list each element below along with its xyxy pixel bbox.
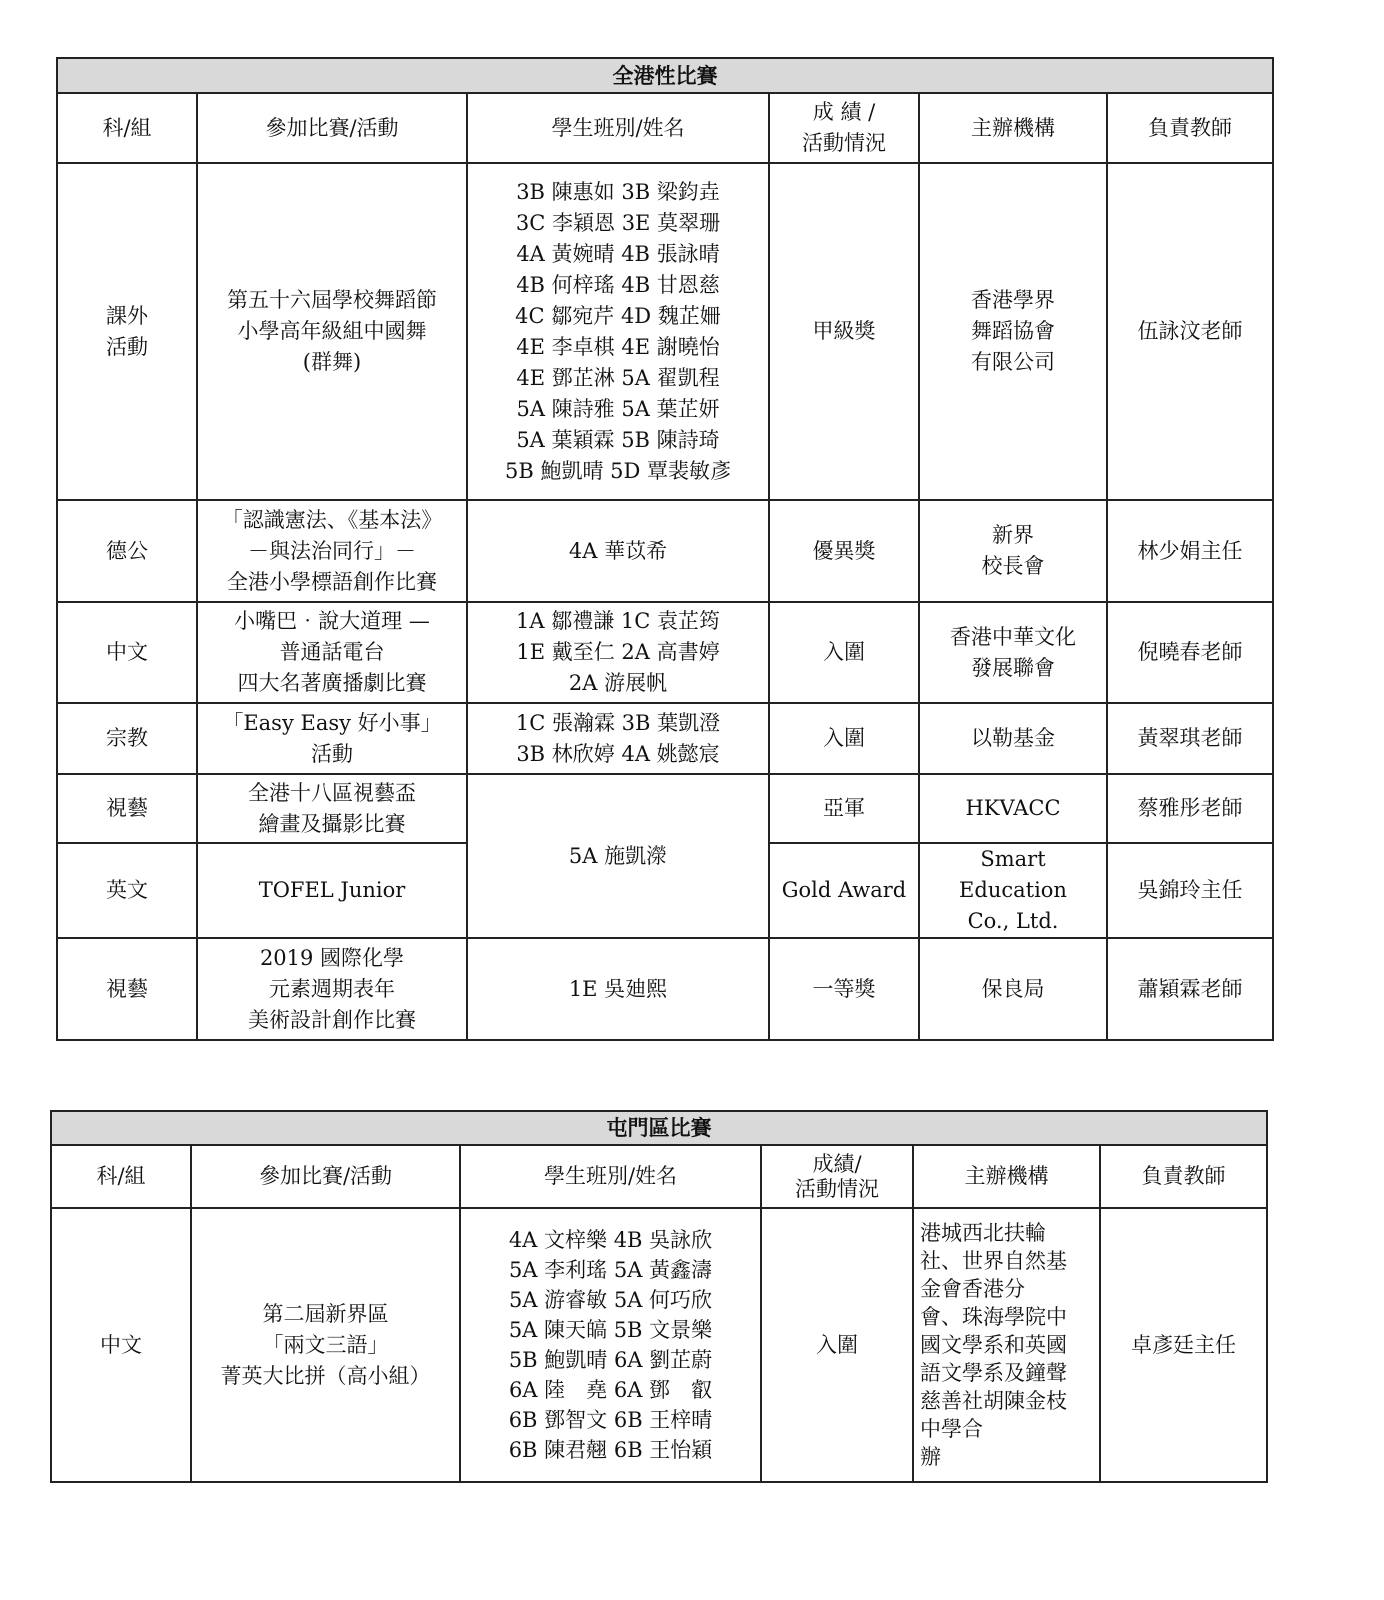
cell-teacher: 吳錦玲主任 [1107, 843, 1273, 938]
header-organizer: 主辦機構 [919, 93, 1107, 163]
header-row [51, 1145, 1267, 1208]
header-organizer: 主辦機構 [913, 1145, 1100, 1208]
cell-result: 亞軍 [769, 774, 919, 843]
cell-event: 「認識憲法、《基本法》 －與法治同行」－ 全港小學標語創作比賽 [197, 500, 467, 602]
cell-organizer: 香港學界 舞蹈協會 有限公司 [919, 163, 1107, 500]
table-row [57, 703, 1273, 774]
table-title: 屯門區比賽 [51, 1111, 1267, 1145]
cell-organizer: HKVACC [919, 774, 1107, 843]
header-event: 參加比賽/活動 [191, 1145, 460, 1208]
cell-students: 1A 鄒禮謙 1C 袁芷筠 1E 戴至仁 2A 高書婷 2A 游展帆 [467, 602, 769, 703]
cell-subject: 視藝 [57, 774, 197, 843]
cell-subject: 中文 [51, 1208, 191, 1482]
cell-result: 入圍 [761, 1208, 913, 1482]
cell-event: 第二屆新界區 「兩文三語」 菁英大比拼（高小組） [191, 1208, 460, 1482]
table-row [57, 774, 1273, 843]
header-students: 學生班別/姓名 [460, 1145, 761, 1208]
header-students: 學生班別/姓名 [467, 93, 769, 163]
table-title: 全港性比賽 [57, 58, 1273, 93]
cell-students: 4A 華苡希 [467, 500, 769, 602]
header-teacher: 負責教師 [1107, 93, 1273, 163]
cell-teacher: 蕭穎霖老師 [1107, 938, 1273, 1040]
cell-students: 4A 文梓樂 4B 吳詠欣 5A 李利瑤 5A 黃鑫濤 5A 游睿敏 5A 何巧欣 5A 陳天皜 5B 文景樂 5B 鮑凱晴 6A 劉芷蔚 6A 陸 堯 6A 鄧 叡 6B 鄧智文 6B 王梓晴 6B 陳君翹 6B 王怡穎 [460, 1208, 761, 1482]
cell-result: Gold Award [769, 843, 919, 938]
table-row [57, 500, 1273, 602]
cell-students: 3B 陳惠如 3B 梁鈞垚 3C 李穎恩 3E 莫翠珊 4A 黃婉晴 4B 張詠晴 4B 何梓瑤 4B 甘恩慈 4C 鄒宛芹 4D 魏芷姍 4E 李卓棋 4E 謝曉怡 4E 鄧芷淋 5A 翟凱程 5A 陳詩雅 5A 葉芷妍 5A 葉穎霖 5B 陳詩琦 5B 鮑凱晴 5D 覃裴敏彥 [467, 163, 769, 500]
cell-result: 入圍 [769, 703, 919, 774]
cell-teacher: 卓彥廷主任 [1100, 1208, 1267, 1482]
cell-result: 優異獎 [769, 500, 919, 602]
cell-result: 入圍 [769, 602, 919, 703]
table-row [57, 938, 1273, 1040]
cell-subject: 中文 [57, 602, 197, 703]
header-result: 成 績 / 活動情況 [769, 93, 919, 163]
cell-event: 2019 國際化學 元素週期表年 美術設計創作比賽 [197, 938, 467, 1040]
tuen-mun-competition-table [50, 1110, 1268, 1483]
cell-subject: 宗教 [57, 703, 197, 774]
cell-teacher: 倪曉春老師 [1107, 602, 1273, 703]
cell-teacher: 蔡雅彤老師 [1107, 774, 1273, 843]
cell-result: 一等獎 [769, 938, 919, 1040]
cell-students: 1C 張瀚霖 3B 葉凱澄 3B 林欣婷 4A 姚懿宸 [467, 703, 769, 774]
header-teacher: 負責教師 [1100, 1145, 1267, 1208]
cell-students: 5A 施凱濴 [467, 774, 769, 938]
table-row [57, 163, 1273, 500]
header-event: 參加比賽/活動 [197, 93, 467, 163]
cell-event: 「Easy Easy 好小事」 活動 [197, 703, 467, 774]
cell-subject: 視藝 [57, 938, 197, 1040]
hk-competition-table [56, 57, 1274, 1041]
cell-organizer: 新界 校長會 [919, 500, 1107, 602]
header-subject: 科/組 [57, 93, 197, 163]
cell-teacher: 伍詠汶老師 [1107, 163, 1273, 500]
cell-organizer: 保良局 [919, 938, 1107, 1040]
cell-event: TOFEL Junior [197, 843, 467, 938]
cell-organizer: 港城西北扶輪 社、世界自然基 金會香港分 會、珠海學院中 國文學系和英國 語文學系及鐘聲 慈善社胡陳金枝 中學合 辦 [913, 1208, 1100, 1482]
cell-subject: 英文 [57, 843, 197, 938]
cell-subject: 課外 活動 [57, 163, 197, 500]
header-row [57, 93, 1273, 163]
header-result: 成績/ 活動情況 [761, 1145, 913, 1208]
cell-students: 1E 吳廸熙 [467, 938, 769, 1040]
cell-event: 第五十六屆學校舞蹈節 小學高年級組中國舞 (群舞) [197, 163, 467, 500]
header-subject: 科/組 [51, 1145, 191, 1208]
cell-organizer: 以勒基金 [919, 703, 1107, 774]
cell-organizer: 香港中華文化 發展聯會 [919, 602, 1107, 703]
cell-event: 全港十八區視藝盃 繪畫及攝影比賽 [197, 774, 467, 843]
cell-teacher: 林少娟主任 [1107, 500, 1273, 602]
table-row [57, 602, 1273, 703]
table-row [51, 1208, 1267, 1482]
cell-organizer: Smart Education Co., Ltd. [919, 843, 1107, 938]
cell-result: 甲級獎 [769, 163, 919, 500]
cell-subject: 德公 [57, 500, 197, 602]
cell-teacher: 黃翠琪老師 [1107, 703, 1273, 774]
cell-event: 小嘴巴‧說大道理 — 普通話電台 四大名著廣播劇比賽 [197, 602, 467, 703]
